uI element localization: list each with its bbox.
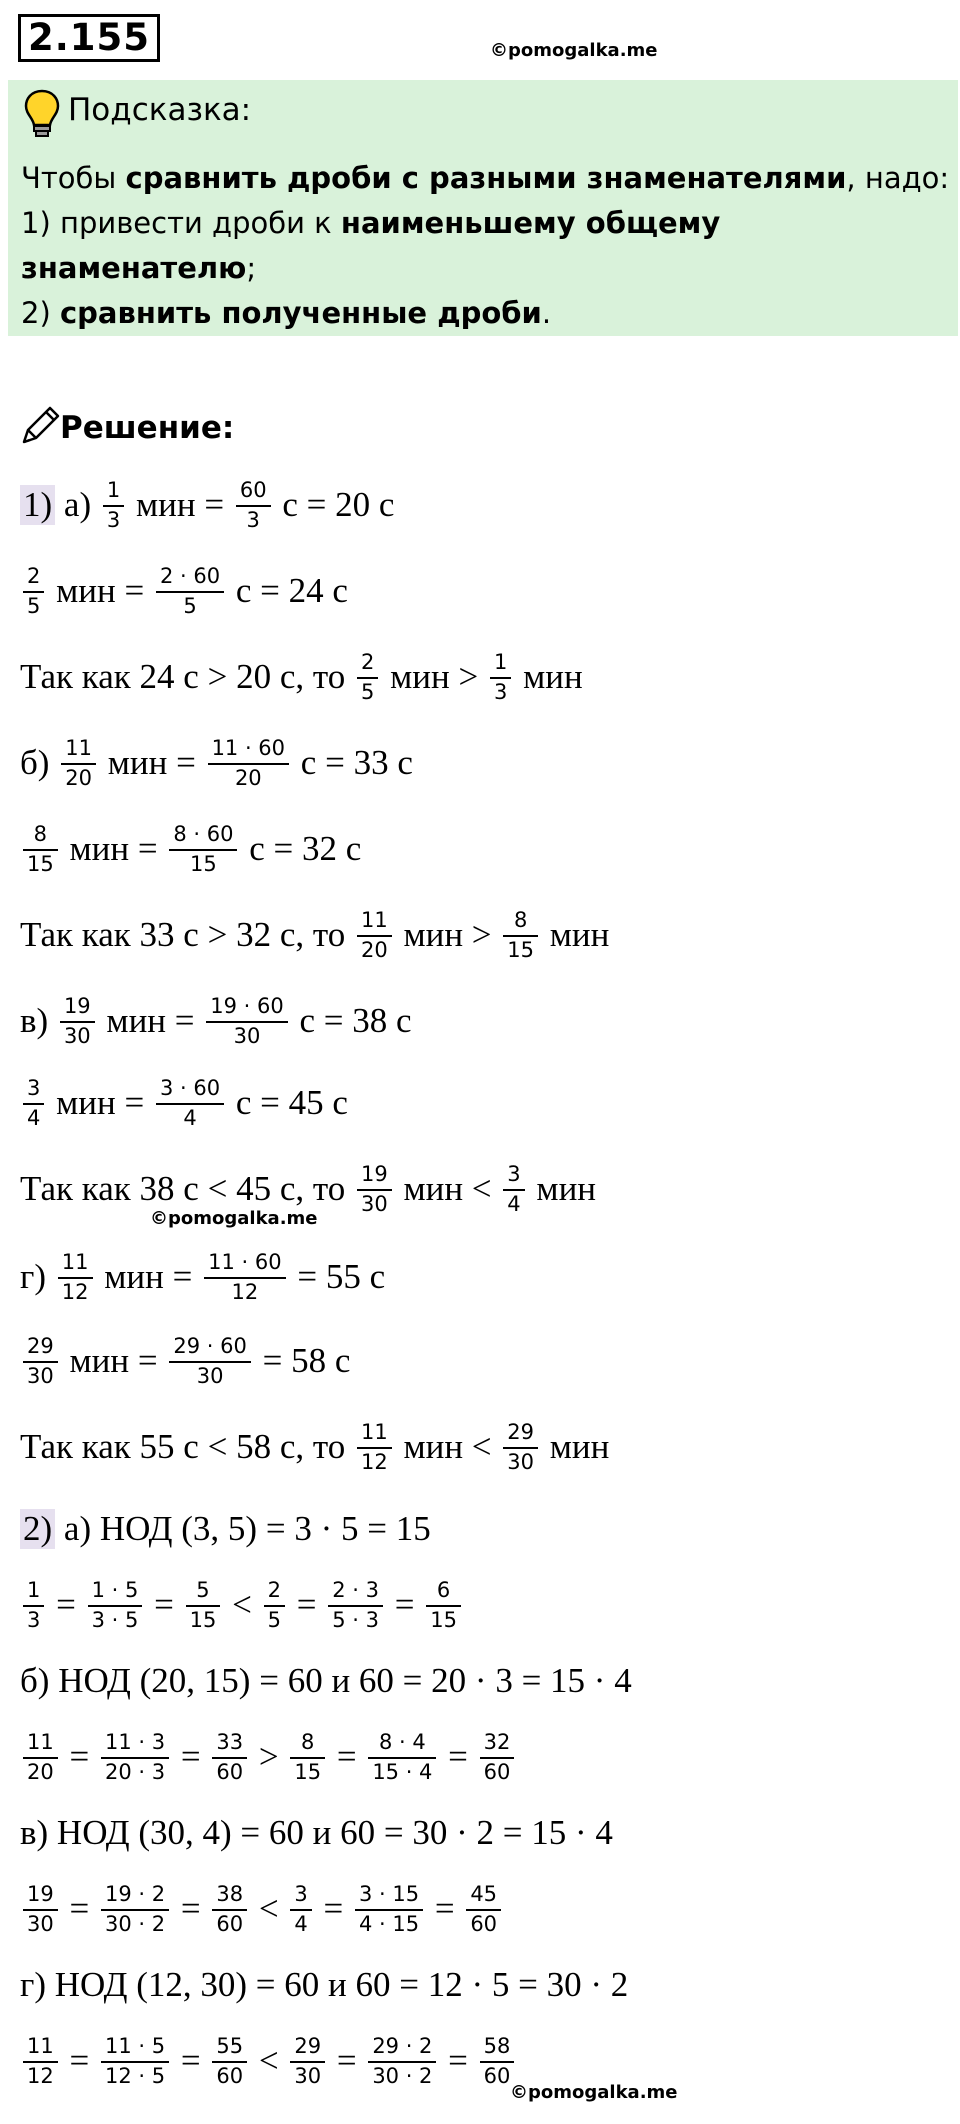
math-text: Так как 33 с > 32 с, то [20,915,354,954]
solution-line [20,1242,385,1312]
watermark-middle: ©pomogalka.me [150,1208,318,1229]
math-text: Так как 55 с < 58 с, то [20,1427,354,1466]
fraction-denominator: 4 [23,1103,44,1132]
fraction [25,1075,42,1132]
fraction-numerator: 19 [27,1881,54,1906]
math-text: мин [541,915,610,954]
math-text: < [250,2041,288,2080]
fraction-denominator: 5 [357,677,378,706]
fraction-denominator: 30 [169,1361,250,1390]
fraction [370,2033,434,2090]
watermark-bottom: ©pomogalka.me [510,2082,678,2103]
fraction [63,735,94,792]
fraction [266,1577,283,1634]
fraction [188,1577,219,1634]
math-text: = [328,2041,366,2080]
fraction [428,1577,459,1634]
math-text: < [223,1585,261,1624]
solution-line [20,556,348,626]
fraction-numerator: 19 [360,1161,388,1186]
solution-line [20,1950,628,2020]
fraction-numerator: 29 [294,2033,322,2058]
fraction [505,1161,522,1218]
math-text: с = 24 с [227,571,348,610]
fraction-denominator: 5 [23,591,44,620]
fraction [60,1249,91,1306]
fraction-denominator: 60 [466,1909,501,1938]
fraction [292,1881,309,1938]
fraction-numerator: 8 · 4 [378,1729,426,1754]
math-text: мин [514,657,583,696]
math-text: мин > [394,915,501,954]
math-text: мин = [60,829,167,868]
fraction-denominator: 30 · 2 [368,2061,436,2090]
math-text: = [172,2041,210,2080]
fraction-numerator: 29 [507,1419,535,1444]
fraction-denominator: 30 · 2 [101,1909,169,1938]
fraction-denominator: 4 [290,1909,311,1938]
fraction-denominator: 15 [23,849,58,878]
fraction-numerator: 3 [507,1161,521,1186]
math-text: а) НОД (3, 5) = 3 · 5 = 15 [55,1509,431,1548]
fraction-denominator: 12 [23,2061,58,2090]
fraction-denominator: 15 [426,1605,461,1634]
fraction-denominator: 30 [290,2061,325,2090]
fraction [90,1577,141,1634]
math-text: = [328,1737,366,1776]
fraction [292,2033,323,2090]
math-text: мин < [394,1169,501,1208]
solution-line [20,1494,431,1564]
pencil-icon [18,404,62,448]
fraction-numerator: 3 [294,1881,308,1906]
math-text: = [60,1737,98,1776]
fraction-numerator: 1 [493,649,508,674]
fraction [103,1729,167,1786]
fraction [158,1075,222,1132]
solution-line [20,728,413,798]
fraction-denominator: 15 [290,1757,325,1786]
fraction-numerator: 29 [27,1333,54,1358]
fraction-numerator: 2 · 60 [159,563,221,588]
fraction [214,1729,245,1786]
fraction-denominator: 60 [212,1909,247,1938]
solution-line [20,1722,517,1792]
fraction [492,649,509,706]
math-text: = [287,1585,326,1624]
fraction [330,1577,381,1634]
solution-line [20,1412,609,1482]
math-text: Так как 24 с > 20 с, то [20,657,354,696]
fraction-numerator: 60 [239,477,267,502]
hint-box [8,80,958,336]
fraction [206,1249,283,1306]
task-number: 2) [20,1509,55,1549]
fraction-denominator: 15 [503,935,538,964]
math-text: б) НОД (20, 15) = 60 и 60 = 20 · 3 = 15 · 4 [20,1661,632,1700]
fraction-numerator: 58 [483,2033,511,2058]
fraction-denominator: 4 [156,1103,224,1132]
math-text: = [314,1889,352,1928]
fraction [468,1881,499,1938]
fraction [214,1881,245,1938]
fraction-denominator: 20 [23,1757,58,1786]
fraction-numerator: 33 [216,1729,244,1754]
fraction [208,993,285,1050]
fraction-denominator: 3 · 5 [88,1605,143,1634]
fraction-denominator: 60 [212,2061,247,2090]
math-text: мин = [60,1341,167,1380]
task-number: 1) [20,485,55,525]
fraction [171,1333,248,1390]
fraction-denominator: 4 [503,1189,524,1218]
fraction [482,1729,513,1786]
hint-line-2 [21,201,958,291]
math-text: мин = [98,743,205,782]
math-text: с = 38 с [290,1001,412,1040]
fraction-denominator: 30 [23,1361,58,1390]
fraction-numerator: 3 · 15 [358,1881,420,1906]
math-text: = [172,1737,210,1776]
fraction-numerator: 8 [33,821,48,846]
solution-line [20,1874,504,1944]
fraction-denominator: 20 · 3 [101,1757,169,1786]
math-text: мин = [47,571,153,610]
solution-line [20,1068,348,1138]
fraction-numerator: 32 [483,1729,511,1754]
fraction [292,1729,323,1786]
fraction-numerator: 29 · 2 [372,2033,433,2058]
fraction [359,1161,390,1218]
fraction [103,2033,167,2090]
fraction-numerator: 11 · 3 [104,1729,166,1754]
solution-line [20,1570,464,1640]
math-text: а) [55,485,100,524]
fraction-numerator: 55 [216,2033,244,2058]
fraction [214,2033,245,2090]
fraction-denominator: 12 [58,1277,93,1306]
fraction-numerator: 11 [360,1419,388,1444]
math-text: мин > [381,657,487,696]
fraction-numerator: 11 · 60 [208,1249,282,1274]
math-text: г) НОД (12, 30) = 60 и 60 = 12 · 5 = 30 · 2 [20,1965,629,2004]
hint-emphasis: сравнить полученные дроби [59,296,542,330]
hint-emphasis: сравнить дроби с разными знаменателями [125,161,847,195]
fraction-numerator: 2 · 3 [332,1577,379,1602]
fraction-denominator: 4 · 15 [355,1909,423,1938]
hint-title: Подсказка: [68,92,252,128]
math-text: с = 45 с [227,1083,348,1122]
hint-line-1 [21,156,958,201]
fraction-numerator: 2 [267,1577,281,1602]
fraction-numerator: 1 [106,477,121,502]
fraction-numerator: 5 [196,1577,210,1602]
watermark-top: ©pomogalka.me [490,40,658,61]
hint-emphasis: наименьшему общему знаменателю [21,206,721,285]
fraction-numerator: 8 [513,907,528,932]
fraction-numerator: 3 · 60 [159,1075,221,1100]
math-text: = [145,1585,183,1624]
fraction-denominator: 3 [236,505,271,534]
fraction-numerator: 29 · 60 [173,1333,247,1358]
fraction-numerator: 1 · 5 [91,1577,139,1602]
fraction-numerator: 11 [27,1729,54,1754]
solution-line [20,1798,613,1868]
solution-line [20,814,361,884]
fraction-denominator: 30 [60,1021,95,1050]
hint-text [21,156,958,336]
fraction-numerator: 3 [27,1075,41,1100]
fraction-denominator: 60 [480,2061,515,2090]
fraction [25,1729,56,1786]
fraction [482,2033,513,2090]
fraction [25,821,56,878]
fraction-denominator: 3 [490,677,511,706]
fraction-denominator: 20 [208,763,289,792]
fraction [25,2033,56,2090]
fraction [505,1419,536,1476]
math-text: в) [20,1001,57,1040]
fraction [105,477,122,534]
fraction-denominator: 15 [169,849,237,878]
math-text: мин [527,1169,597,1208]
fraction-numerator: 2 [360,649,375,674]
fraction-numerator: 38 [216,1881,244,1906]
hint-line-3 [21,291,958,336]
solution-title: Решение: [60,410,235,446]
math-text: мин [541,1427,610,1466]
fraction [171,821,235,878]
solution-line [20,1326,350,1396]
fraction [359,1419,390,1476]
fraction [359,907,390,964]
fraction-denominator: 30 [503,1447,538,1476]
math-text: мин = [127,485,233,524]
fraction-denominator: 12 [357,1447,392,1476]
fraction-numerator: 45 [470,1881,498,1906]
fraction-numerator: 11 · 5 [104,2033,166,2058]
hint-text-part: 2) [21,296,60,330]
fraction-denominator: 3 [23,1605,44,1634]
problem-number-badge: 2.155 [18,14,160,62]
solution-line [20,1646,632,1716]
math-text: мин = [97,1001,204,1040]
math-text: мин = [95,1257,202,1296]
fraction-numerator: 2 [27,563,41,588]
math-text: = [426,1889,464,1928]
fraction-denominator: 20 [357,935,392,964]
fraction [62,993,93,1050]
fraction-denominator: 20 [61,763,96,792]
fraction [370,1729,434,1786]
math-text: = 58 с [253,1341,351,1380]
math-text: г) [20,1257,55,1296]
fraction-denominator: 60 [480,1757,515,1786]
fraction-numerator: 1 [27,1577,41,1602]
solution-line [20,642,583,712]
solution-line [20,2026,517,2096]
fraction-denominator: 12 [204,1277,285,1306]
math-text: = [47,1585,85,1624]
fraction [359,649,376,706]
fraction [103,1881,167,1938]
math-text: = [439,1737,477,1776]
math-text: > [250,1737,288,1776]
math-text: = [60,1889,98,1928]
math-text: = [172,1889,210,1928]
lightbulb-icon [22,88,62,138]
hint-text-part: , надо: [846,161,950,195]
fraction [238,477,269,534]
fraction-numerator: 6 [436,1577,451,1602]
fraction [158,563,222,620]
fraction-denominator: 3 [103,505,124,534]
fraction-numerator: 8 [301,1729,315,1754]
math-text: мин = [47,1083,153,1122]
fraction [505,907,536,964]
fraction-denominator: 15 [186,1605,221,1634]
math-text: б) [20,743,59,782]
fraction-denominator: 30 [357,1189,392,1218]
fraction [210,735,287,792]
fraction [357,1881,421,1938]
fraction-numerator: 19 [63,993,91,1018]
fraction-numerator: 11 [360,907,388,932]
fraction-numerator: 19 · 60 [210,993,284,1018]
hint-text-part: 1) привести дроби к [21,206,341,240]
fraction-denominator: 5 [156,591,224,620]
solution-line [20,470,394,540]
fraction-denominator: 15 · 4 [368,1757,436,1786]
math-text: = 55 с [288,1257,386,1296]
fraction [25,563,42,620]
math-text: с = 33 с [292,743,413,782]
hint-text-part: Чтобы [21,161,126,195]
fraction-numerator: 11 [61,1249,89,1274]
hint-text-part: . [541,296,552,330]
fraction-denominator: 60 [212,1757,247,1786]
hint-text-part: ; [246,251,257,285]
math-text: с = 32 с [240,829,362,868]
fraction-denominator: 5 · 3 [328,1605,383,1634]
math-text: в) НОД (30, 4) = 60 и 60 = 30 · 2 = 15 · 4 [20,1813,613,1852]
math-text: мин < [394,1427,501,1466]
solution-line [20,900,609,970]
math-text: = [439,2041,477,2080]
math-text: = [385,1585,424,1624]
fraction-numerator: 11 · 60 [211,735,286,760]
fraction-denominator: 30 [206,1021,287,1050]
fraction-numerator: 8 · 60 [173,821,234,846]
math-text: < [250,1889,288,1928]
fraction-numerator: 11 [65,735,92,760]
math-text: = [60,2041,98,2080]
fraction [25,1333,56,1390]
math-text: Так как 38 с < 45 с, то [20,1169,354,1208]
fraction-numerator: 11 [27,2033,54,2058]
fraction [25,1881,56,1938]
fraction-numerator: 19 · 2 [104,1881,166,1906]
fraction-denominator: 12 · 5 [101,2061,169,2090]
solution-line [20,986,412,1056]
math-text: с = 20 с [273,485,395,524]
fraction-denominator: 30 [23,1909,58,1938]
fraction [25,1577,42,1634]
fraction-denominator: 5 [264,1605,285,1634]
